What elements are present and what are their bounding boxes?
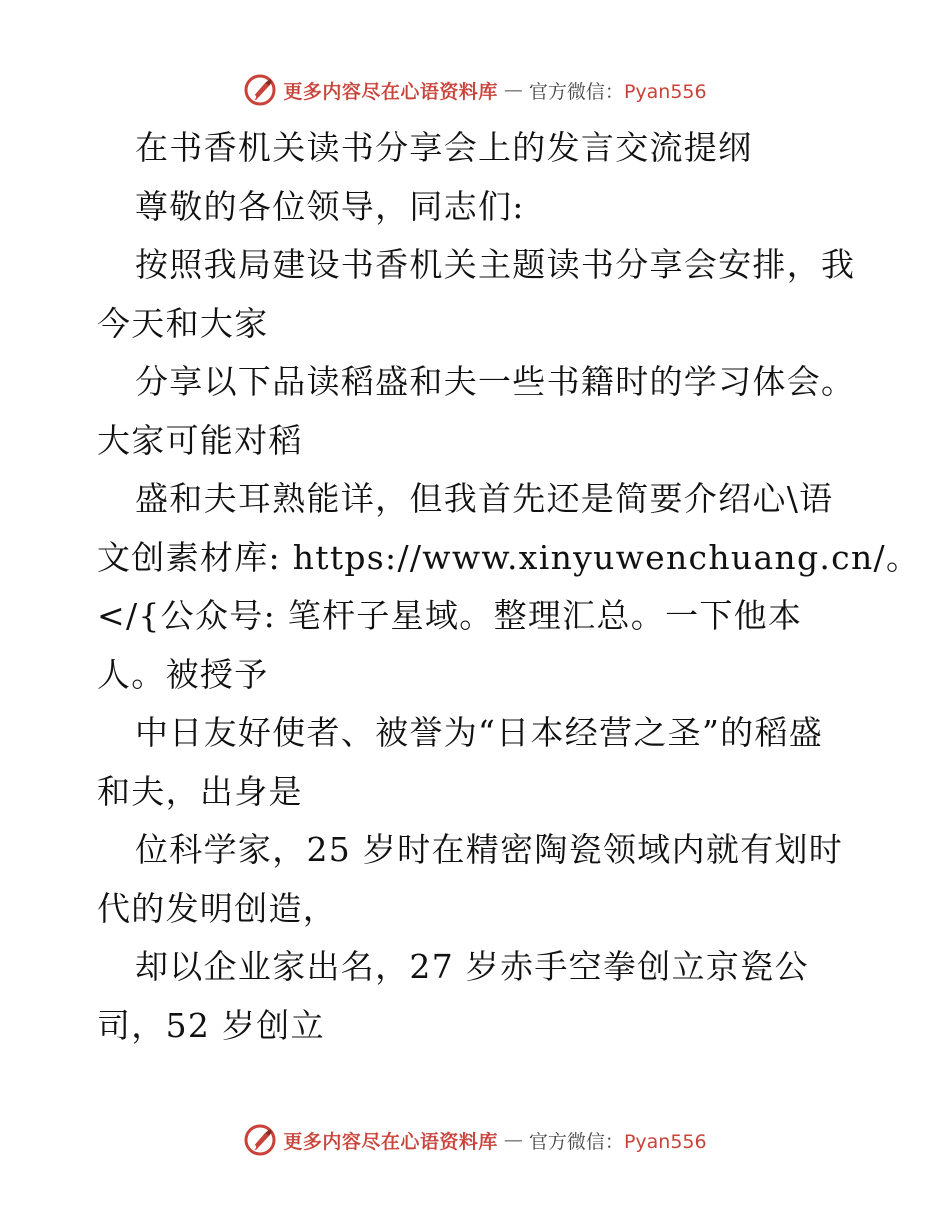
paragraph-line: 按照我局建设书香机关主题读书分享会安排，我 [135,245,856,284]
paragraph-line: 人。被授予 [97,654,269,694]
paragraph-line: 司，52 岁创立 [97,1005,325,1045]
paragraph-line: 盛和夫耳熟能详，但我首先还是简要介绍心\语 [135,479,834,518]
watermark-brand: 更多内容尽在心语资料库 [283,1130,498,1153]
paragraph-line: 今天和大家 [97,303,269,343]
paragraph-line: 位科学家，25 岁时在精密陶瓷领域内就有划时 [135,830,844,869]
watermark-brand: 更多内容尽在心语资料库 [283,80,498,103]
quill-pen-logo-icon [243,1123,277,1157]
paragraph-line: 和夫，出身是 [97,771,303,811]
paragraph-line: 分享以下品读稻盛和夫一些书籍时的学习体会。 [135,362,856,401]
header-watermark [0,70,950,110]
paragraph-line: 文创素材库: https://www.xinyuwenchuang.cn/。 [97,537,921,577]
watermark-separator: — [503,1129,523,1151]
watermark-contact-label: 官方微信： [528,1130,624,1153]
watermark-contact-id: Pyan556 [623,80,707,103]
paragraph-line: </{公众号: 笔杆子星域。整理汇总。一下他本 [97,596,803,635]
watermark-contact-id: Pyan556 [623,1130,707,1153]
paragraph-line: 却以企业家出名，27 岁赤手空拳创立京瓷公 [135,947,809,986]
salutation: 尊敬的各位领导，同志们: [135,186,525,226]
quill-pen-logo-icon [243,73,277,107]
footer-watermark [0,1120,950,1160]
watermark-contact-label: 官方微信： [528,80,624,103]
document-body [97,119,921,1055]
paragraph-line: 中日友好使者、被誉为“日本经营之圣”的稻盛 [135,713,824,752]
document-title: 在书香机关读书分享会上的发言交流提纲 [135,128,753,167]
watermark-contact [529,77,707,104]
paragraph-line: 代的发明创造， [97,888,338,928]
paragraph-line: 大家可能对稻 [97,420,303,460]
watermark-separator: — [503,79,523,101]
watermark-contact [529,1127,707,1154]
